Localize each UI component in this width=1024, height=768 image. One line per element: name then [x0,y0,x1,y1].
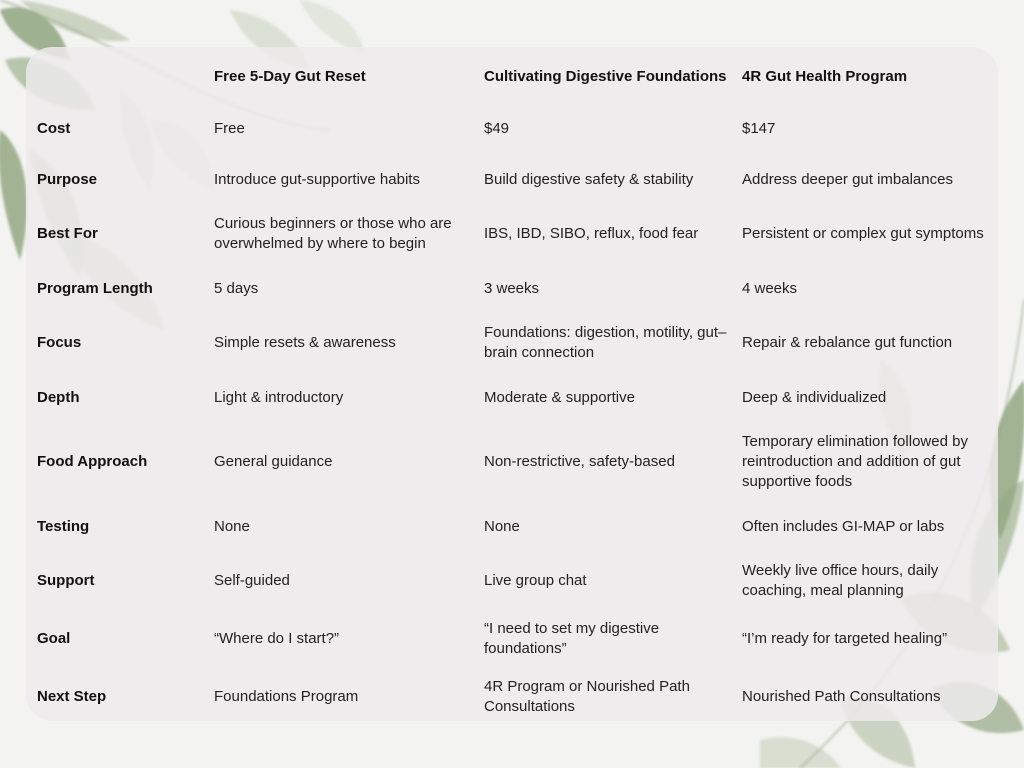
table-row [26,160,998,200]
table-cell: $147 [742,120,776,137]
table-row [26,319,998,367]
table-cell: Simple resets & awareness [214,334,396,351]
table-cell: 5 days [214,280,259,297]
table-row [26,269,998,309]
header-free-reset: Free 5-Day Gut Reset [214,68,366,85]
table-cell: Non-restrictive, safety-based [484,453,675,470]
row-label: Next Step [37,688,107,705]
table-cell: “I need to set my digestive foundations” [484,620,660,657]
row-label: Purpose [37,171,98,188]
table-cell: $49 [484,120,510,137]
table-row [26,556,998,606]
row-label: Depth [37,389,80,406]
table-cell: 3 weeks [484,280,540,297]
row-label: Testing [37,518,90,535]
table-cell: None [484,518,520,535]
table-cell: Temporary elimination followed by reintroduction and addition of gut supportive foods [742,433,968,490]
row-label: Cost [37,120,71,137]
table-cell: Foundations Program [214,688,359,705]
row-label: Program Length [37,280,153,297]
table-cell: Persistent or complex gut symptoms [742,225,984,242]
table-cell: IBS, IBD, SIBO, reflux, food fear [484,225,699,242]
table-cell: 4R Program or Nourished Path Consultations [484,678,690,715]
table-cell: Foundations: digestion, motility, gut–brain connection [484,324,727,361]
row-label: Best For [37,225,98,242]
header-4r-program: 4R Gut Health Program [742,68,908,85]
table-cell: Curious beginners or those who are overwhelmed by where to begin [214,215,452,252]
table-row [26,429,998,495]
table-cell: Free [214,120,245,137]
table-row [26,507,998,547]
table-cell: None [214,518,250,535]
row-label: Focus [37,334,82,351]
table-row [26,210,998,258]
table-row [26,614,998,664]
table-cell: Introduce gut-supportive habits [214,171,420,188]
table-cell: General guidance [214,453,333,470]
header-digestive-foundations: Cultivating Digestive Foundations [484,68,727,85]
table-cell: Often includes GI-MAP or labs [742,518,945,535]
header-label-cell [37,58,207,96]
table-cell: Build digestive safety & stability [484,171,694,188]
table-row [26,378,998,418]
table-cell: Live group chat [484,572,587,589]
row-label: Food Approach [37,453,148,470]
table-cell: 4 weeks [742,280,798,297]
table-cell: Address deeper gut imbalances [742,171,953,188]
table-cell: Repair & rebalance gut function [742,334,953,351]
table-row [26,109,998,149]
header-row [26,58,998,96]
table-cell: “I’m ready for targeted healing” [742,630,948,647]
table-cell: Moderate & supportive [484,389,635,406]
table-cell: Nourished Path Consultations [742,688,941,705]
table-cell: Weekly live office hours, daily coaching, meal planning [742,562,939,599]
table-cell: Light & introductory [214,389,344,406]
table-row [26,672,998,722]
table-cell: Self-guided [214,572,290,589]
table-cell: Deep & individualized [742,389,887,406]
row-label: Support [37,572,95,589]
row-label: Goal [37,630,71,647]
table-cell: “Where do I start?” [214,630,340,647]
